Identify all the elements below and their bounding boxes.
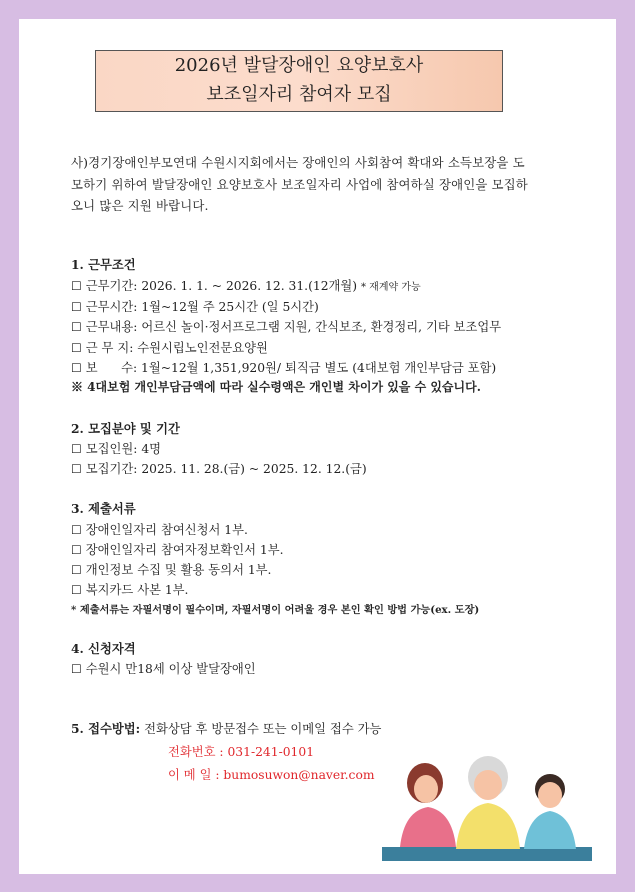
section-3-heading: 3. 제출서류 (71, 501, 136, 516)
recruit-period (71, 459, 367, 477)
woman-body (400, 807, 456, 847)
man-body (524, 811, 576, 849)
document-item (71, 560, 271, 578)
document-item (71, 580, 188, 598)
people-illustration (370, 745, 600, 863)
document-item-text: 장애인일자리 참여신청서 1부. (85, 523, 248, 537)
work-period-note: * 재계약 가능 (361, 282, 421, 293)
work-place (71, 338, 268, 356)
work-pay-text: 보 수: 1월~12월 1,351,920원/ 퇴직금 별도 (4대보험 개인부담금 포함) (85, 361, 497, 375)
document-item-text: 장애인일자리 참여자정보확인서 1부. (85, 543, 284, 557)
document-item (71, 540, 284, 558)
eligibility (71, 659, 256, 677)
checkbox-icon: ☐ (71, 341, 82, 355)
eligibility-text: 수원시 만18세 이상 발달장애인 (85, 662, 256, 676)
document-item-text: 복지카드 사본 1부. (85, 583, 189, 597)
checkbox-icon: ☐ (71, 462, 82, 476)
work-hours (71, 297, 319, 315)
checkbox-icon: ☐ (71, 300, 82, 314)
application-method (71, 719, 381, 737)
checkbox-icon: ☐ (71, 523, 82, 537)
section-4-heading: 4. 신청자격 (71, 641, 136, 656)
work-period-text: 근무기간: 2026. 1. 1. ~ 2026. 12. 31.(12개월) (85, 279, 358, 293)
checkbox-icon: ☐ (71, 543, 82, 557)
section-1-heading: 1. 근무조건 (71, 257, 136, 272)
grandma-face (474, 770, 502, 800)
document-item-text: 개인정보 수집 및 활용 동의서 1부. (85, 563, 272, 577)
work-pay (71, 358, 496, 376)
application-method-text: 전화상담 후 방문접수 또는 이메일 접수 가능 (144, 722, 382, 736)
work-hours-text: 근무시간: 1월~12월 주 25시간 (일 5시간) (85, 300, 319, 314)
checkbox-icon: ☐ (71, 583, 82, 597)
checkbox-icon: ☐ (71, 662, 82, 676)
work-period (71, 276, 421, 294)
recruit-period-text: 모집기간: 2025. 11. 28.(금) ~ 2025. 12. 12.(금) (85, 462, 367, 476)
recruit-count (71, 439, 161, 457)
woman-face (414, 775, 438, 803)
section-2-heading: 2. 모집분야 및 기간 (71, 421, 180, 436)
intro-paragraph: 사)경기장애인부모연대 수원시지회에서는 장애인의 사회참여 확대와 소득보장을 도모하기 위하여 발달장애인 요양보호사 보조일자리 사업에 참여하실 장애인을 모집하오니 많은 지원 바랍니다. (71, 155, 528, 213)
work-duties-text: 근무내용: 어르신 놀이·정서프로그램 지원, 간식보조, 환경정리, 기타 보조업무 (85, 320, 502, 334)
recruit-count-text: 모집인원: 4명 (85, 442, 162, 456)
insurance-note: ※ 4대보험 개인부담금액에 따라 실수령액은 개인별 차이가 있을 수 있습니다. (71, 380, 481, 394)
title-line-2: 보조일자리 참여자 모집 (206, 84, 392, 105)
checkbox-icon: ☐ (71, 320, 82, 334)
checkbox-icon: ☐ (71, 279, 82, 293)
signature-note: * 제출서류는 자필서명이 필수이며, 자필서명이 어려울 경우 본인 확인 방법 가능(ex. 도장) (71, 604, 480, 616)
title-box (95, 50, 503, 112)
document-item (71, 520, 248, 538)
section-5-heading: 5. 접수방법: (71, 721, 141, 736)
title-line-1: 2026년 발달장애인 요양보호사 (174, 55, 424, 76)
grandma-body (456, 803, 520, 849)
contact-phone: 전화번호 : 031-241-0101 (168, 745, 315, 759)
checkbox-icon: ☐ (71, 563, 82, 577)
contact-email: 이 메 일 : bumosuwon@naver.com (168, 768, 375, 782)
checkbox-icon: ☐ (71, 442, 82, 456)
man-face (538, 782, 562, 808)
work-duties (71, 317, 501, 335)
work-place-text: 근 무 지: 수원시립노인전문요양원 (85, 341, 268, 355)
table-shape (382, 847, 592, 861)
checkbox-icon: ☐ (71, 361, 82, 375)
